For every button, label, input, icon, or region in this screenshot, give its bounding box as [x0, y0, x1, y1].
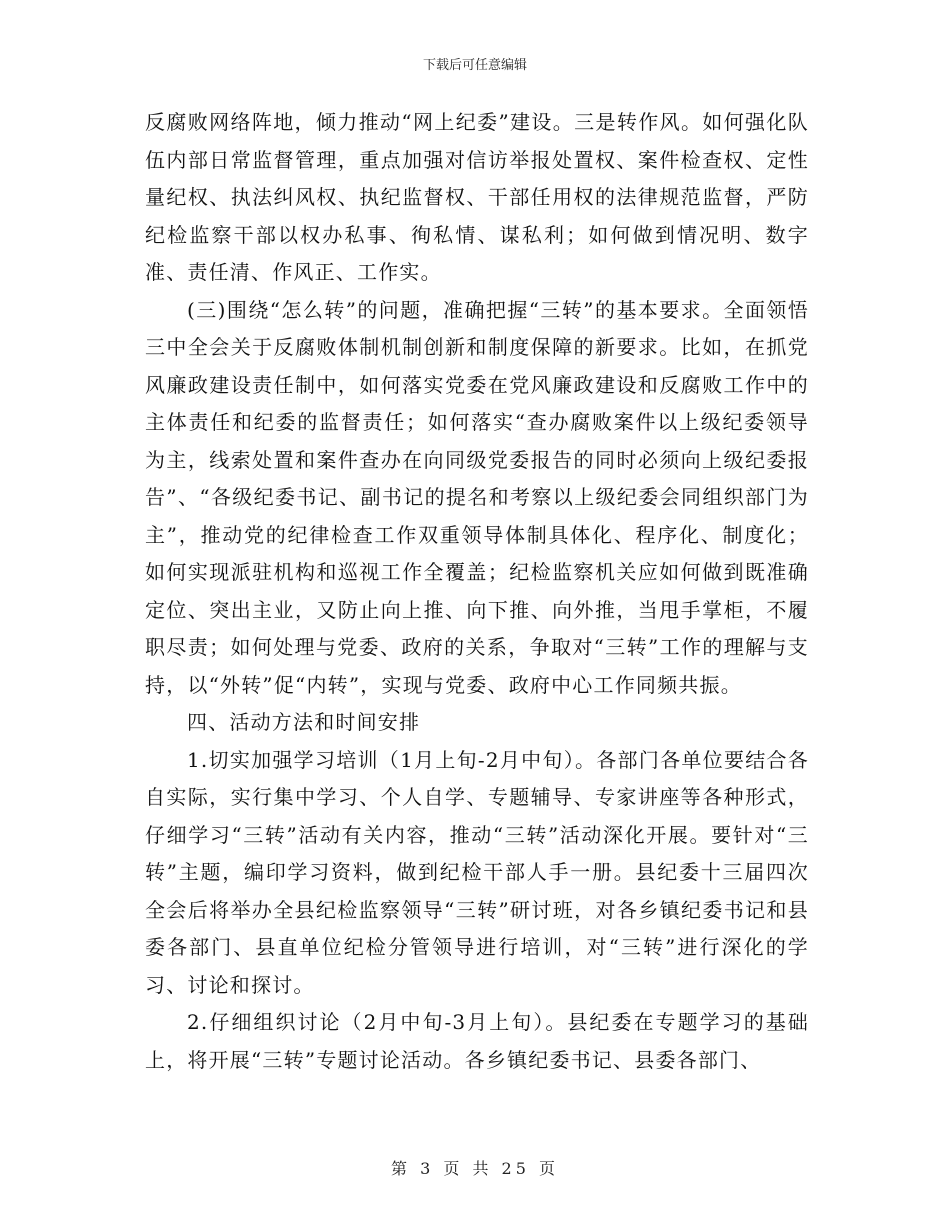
- document-body: [145, 104, 809, 1079]
- paragraph-section-three: (三)围绕“怎么转”的问题，准确把握“三转”的基本要求。全面领悟三中全会关于反腐败体制机制创新和制度保障的新要求。比如，在抓党风廉政建设责任制中，如何落实党委在党风廉政建设和反腐败工作中的主体责任和纪委的监督责任；如何落实“查办腐败案件以上级纪委领导为主，线索处置和案件查办在向同级党委报告的同时必须向上级纪委报告”、“各级纪委书记、副书记的提名和考察以上级纪委会同组织部门为主”，推动党的纪律检查工作双重领导体制具体化、程序化、制度化；如何实现派驻机构和巡视工作全覆盖；纪检监察机关应如何做到既准确定位、突出主业，又防止向上推、向下推、向外推，当甩手掌柜，不履职尽责；如何处理与党委、政府的关系，争取对“三转”工作的理解与支持，以“外转”促“内转”，实现与党委、政府中心工作同频共振。: [145, 297, 809, 697]
- page-header: 下载后可任意编辑: [422, 58, 527, 73]
- paragraph-item-one: 1.切实加强学习培训（1月上旬-2月中旬）。各部门各单位要结合各自实际，实行集中学习、个人自学、专题辅导、专家讲座等各种形式，仔细学习“三转”活动有关内容，推动“三转”活动深化开展。要针对“三转”主题，编印学习资料，做到纪检干部人手一册。县纪委十三届四次全会后将举办全县纪检监察领导“三转”研讨班，对各乡镇纪委书记和县委各部门、县直单位纪检分管领导进行培训，对“三转”进行深化的学习、讨论和探讨。: [145, 747, 809, 997]
- section-heading-four: 四、活动方法和时间安排: [187, 710, 421, 734]
- paragraph-continued: 反腐败网络阵地，倾力推动“网上纪委”建设。三是转作风。如何强化队伍内部日常监督管理，重点加强对信访举报处置权、案件检查权、定性量纪权、执法纠风权、执纪监督权、干部任用权的法律规范监督，严防纪检监察干部以权办私事、徇私情、谋私利；如何做到情况明、数字准、责任清、作风正、工作实。: [145, 110, 809, 284]
- paragraph-item-two: 2.仔细组织讨论（2月中旬-3月上旬）。县纪委在专题学习的基础上，将开展“三转”专题讨论活动。各乡镇纪委书记、县委各部门、: [145, 1010, 809, 1072]
- page-footer: 第 3 页 共 25 页: [391, 1159, 559, 1178]
